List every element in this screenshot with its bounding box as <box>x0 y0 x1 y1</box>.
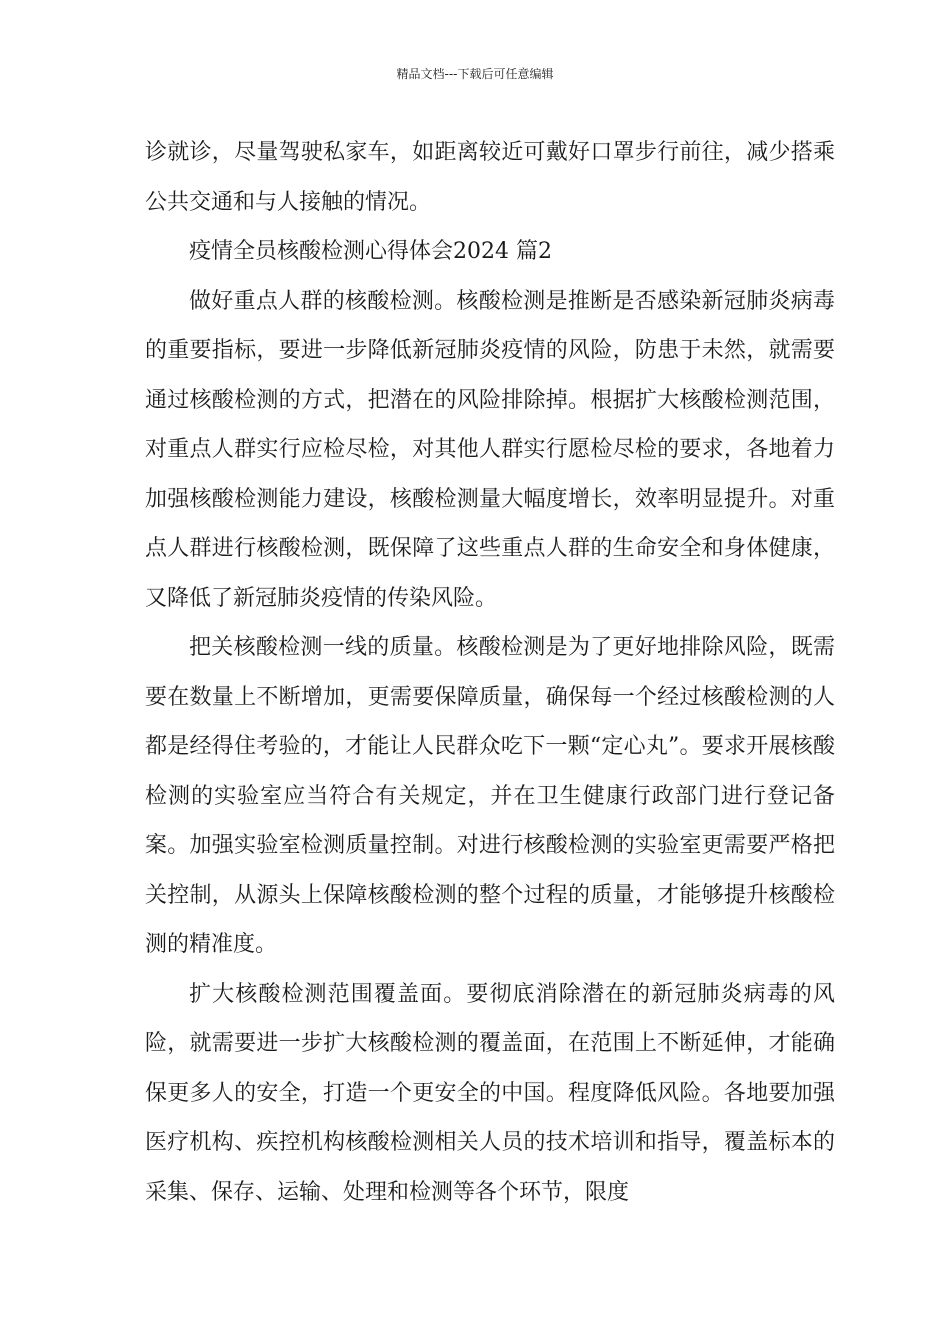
section-heading: 疫情全员核酸检测心得体会2024 篇2 <box>189 239 552 264</box>
paragraph-expand-coverage: 扩大核酸检测范围覆盖面。要彻底消除潜在的新冠肺炎病毒的风险，就需要进一步扩大核酸检测的覆盖面，在范围上不断延伸，才能确保更多人的安全，打造一个更安全的中国。程度降低风险。各地要加强医疗机构、疾控机构核酸检测相关人员的技术培训和指导，覆盖标本的采集、保存、运输、处理和检测等各个环节，限度 <box>145 981 835 1205</box>
page-header: 精品文档---下载后可任意编辑 <box>396 67 554 81</box>
document-body <box>145 128 835 1217</box>
paragraph-quality-control: 把关核酸检测一线的质量。核酸检测是为了更好地排除风险，既需要在数量上不断增加，更需要保障质量，确保每一个经过核酸检测的人都是经得住考验的，才能让人民群众吃下一颗“定心丸”。要求开展核酸检测的实验室应当符合有关规定，并在卫生健康行政部门进行登记备案。加强实验室检测质量控制。对进行核酸检测的实验室更需要严格把关控制，从源头上保障核酸检测的整个过程的质量，才能够提升核酸检测的精准度。 <box>145 635 835 957</box>
paragraph-continuation: 诊就诊，尽量驾驶私家车，如距离较近可戴好口罩步行前往，减少搭乘公共交通和与人接触的情况。 <box>145 140 835 215</box>
paragraph-key-groups: 做好重点人群的核酸检测。核酸检测是推断是否感染新冠肺炎病毒的重要指标，要进一步降低新冠肺炎疫情的风险，防患于未然，就需要通过核酸检测的方式，把潜在的风险排除掉。根据扩大核酸检测范围，对重点人群实行应检尽检，对其他人群实行愿检尽检的要求，各地着力加强核酸检测能力建设，核酸检测量大幅度增长，效率明显提升。对重点人群进行核酸检测，既保障了这些重点人群的生命安全和身体健康，又降低了新冠肺炎疫情的传染风险。 <box>145 288 835 611</box>
